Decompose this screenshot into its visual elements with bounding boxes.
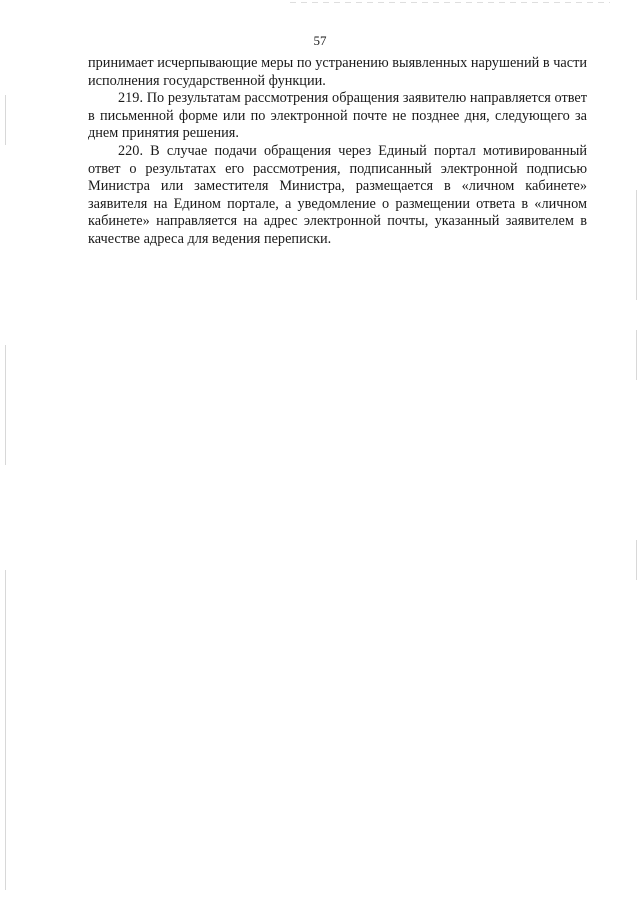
document-body <box>88 55 587 249</box>
page-number: 57 <box>313 33 327 48</box>
paragraph-220: 220. В случае подачи обращения через Единый портал мотивированный ответ о результатах его рассмотрения, подписанный электронной подписью Министра или заместителя Министра, размещается в «личном кабинете» заявителя на Едином портале, а уведомление о размещении ответа в «личном кабинете» направляется на адрес электронной почты, указанный заявителем в качестве адреса для ведения переписки. <box>88 142 587 247</box>
scan-artifact-left <box>5 95 6 145</box>
scan-artifact-top <box>290 2 610 3</box>
paragraph-continuation: принимает исчерпывающие меры по устранению выявленных нарушений в части исполнения государственной функции. <box>88 55 587 89</box>
paragraph-219: 219. По результатам рассмотрения обращения заявителю направляется ответ в письменной форме или по электронной почте не позднее дня, следующего за днем принятия решения. <box>88 90 587 142</box>
scan-artifact-left <box>5 345 6 465</box>
scan-artifact-right <box>636 540 637 580</box>
scan-artifact-right <box>636 190 637 300</box>
scan-artifact-right <box>636 330 637 380</box>
scan-artifact-left <box>5 570 6 890</box>
